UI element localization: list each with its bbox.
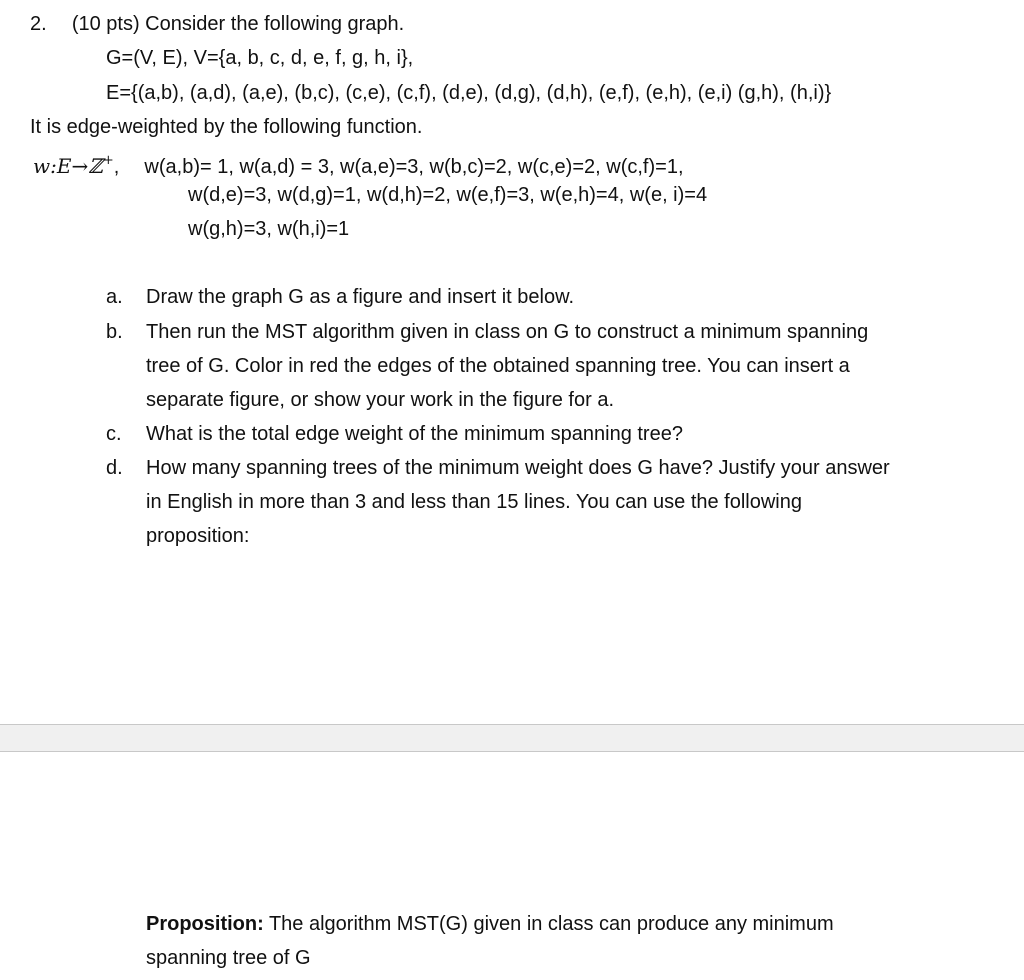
proposition-label: Proposition:: [146, 913, 264, 935]
part-d-text-line: How many spanning trees of the minimum weight does G have? Justify your answer: [146, 457, 890, 479]
weighted-intro: It is edge-weighted by the following function.: [30, 116, 423, 138]
part-b-text-line: Then run the MST algorithm given in class on G to construct a minimum spanning: [146, 321, 869, 343]
page-separator: [0, 724, 1024, 752]
proposition-text: The algorithm MST(G) given in class can produce any minimum: [263, 913, 834, 935]
part-a-text: Draw the graph G as a figure and insert it below.: [146, 286, 575, 308]
proposition-line-2: spanning tree of G: [146, 947, 311, 969]
proposition-line-1: [146, 911, 834, 937]
problem-number: 2.: [30, 13, 47, 35]
weight-function-superscript: +: [102, 153, 114, 168]
problem-header: [30, 11, 404, 37]
problem-title: (10 pts) Consider the following graph.: [71, 13, 405, 35]
weight-function-symbol: w:E→ℤ: [33, 154, 103, 178]
part-d-marker: d.: [106, 457, 123, 479]
weights-row-2: w(d,e)=3, w(d,g)=1, w(d,h)=2, w(e,f)=3, w(e,h)=4, w(e, i)=4: [188, 184, 708, 206]
weights-row-1: w(a,b)= 1, w(a,d) = 3, w(a,e)=3, w(b,c)=2, w(c,e)=2, w(c,f)=1,: [144, 156, 684, 178]
part-d-text-line: in English in more than 3 and less than 15 lines. You can use the following: [146, 491, 802, 513]
part-b-text-line: tree of G. Color in red the edges of the obtained spanning tree. You can insert a: [146, 355, 850, 377]
part-b-text-line: separate figure, or show your work in the figure for a.: [146, 389, 615, 411]
part-c-text: What is the total edge weight of the minimum spanning tree?: [146, 423, 683, 445]
part-c-marker: c.: [106, 423, 122, 445]
weight-function-line-1: [33, 148, 684, 180]
edge-set-definition: E={(a,b), (a,d), (a,e), (b,c), (c,e), (c,f), (d,e), (d,g), (d,h), (e,f), (e,h), (e,i) (g,h), (h,i)}: [106, 82, 832, 104]
weights-row-3: w(g,h)=3, w(h,i)=1: [188, 218, 350, 240]
part-b-marker: b.: [106, 321, 123, 343]
part-a-marker: a.: [106, 286, 123, 308]
part-d-text-line: proposition:: [146, 525, 250, 547]
graph-definition: G=(V, E), V={a, b, c, d, e, f, g, h, i},: [106, 47, 414, 69]
weight-function-comma: ,: [113, 156, 120, 178]
